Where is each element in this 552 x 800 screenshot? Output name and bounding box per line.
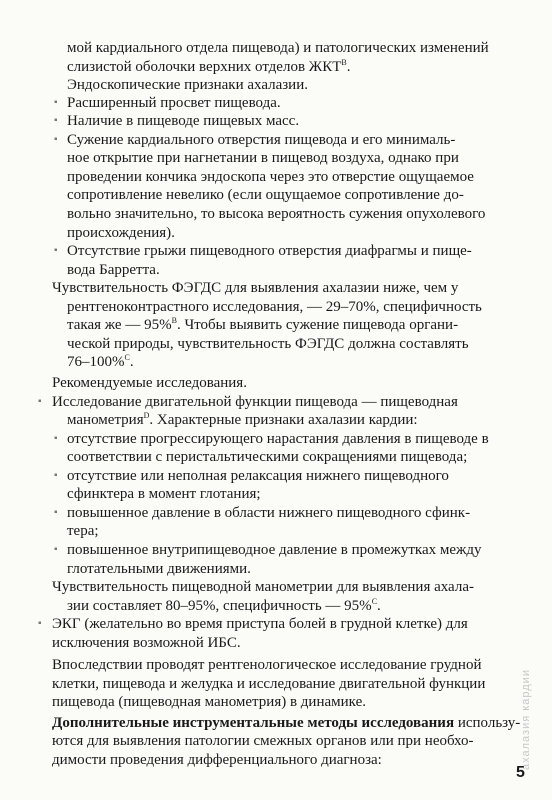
text-line: ное открытие при нагнетании в пищевод воздуха, однако при xyxy=(67,150,459,167)
bullet-icon: ▪ xyxy=(54,115,58,127)
text-line: Чувствительность ФЭГДС для выявления ахалазии ниже, чем у xyxy=(52,280,459,297)
text-line: Эндоскопические признаки ахалазии. xyxy=(67,77,308,94)
text-line: отсутствие прогрессирующего нарастания давления в пищеводе в xyxy=(67,430,489,447)
text-line: пищевода (пищеводная манометрия) в динамике. xyxy=(52,694,366,711)
text-line: зии составляет 80–95%, специфичность — 95%$^C$. xyxy=(67,596,381,614)
text-line: проведении кончика эндоскопа через это отверстие ощущаемое xyxy=(67,168,474,185)
bullet-icon: ▪ xyxy=(54,506,58,518)
text-line: слизистой оболочки верхних отделов $ЖКТ^B$. xyxy=(67,57,351,75)
text-line: Сужение кардиального отверстия пищевода и его минималь- xyxy=(67,131,456,148)
text-line: мой кардиального отдела пищевода) и патологических изменений xyxy=(67,40,489,56)
text-line: повышенное давление в области нижнего пищеводного сфинк- xyxy=(67,504,471,521)
bullet-icon: ▪ xyxy=(54,245,58,257)
bullet-icon: ▪ xyxy=(54,96,58,108)
text-line: клетки, пищевода и желудка и исследование двигательной функции xyxy=(52,675,486,692)
text-line: сопротивление невелико (если ощущаемое сопротивление до- xyxy=(67,187,464,204)
text-line: Рекомендуемые исследования. xyxy=(52,375,247,391)
text-line: Наличие в пищеводе пищевых масс. xyxy=(67,113,300,130)
text-line: Отсутствие грыжи пищеводного отверстия диафрагмы и пище- xyxy=(67,243,472,260)
text-line: 76–100%$^C$. xyxy=(67,353,134,371)
page-number: 5 xyxy=(516,764,525,781)
text-line: отсутствие или неполная релаксация нижнего пищеводного xyxy=(67,467,449,484)
bullet-icon: ▪ xyxy=(54,543,58,555)
text-line: исключения возможной ИБС. xyxy=(52,634,241,651)
text-line: вольно значительно, то высока вероятность сужения опухолевого xyxy=(67,206,486,223)
bullet-icon: ▪ xyxy=(38,618,42,630)
text-line: сфинктера в момент глотания; xyxy=(67,486,261,503)
text-line: димости проведения дифференциального диагноза: xyxy=(52,752,382,768)
text-line: Дополнительные инструментальные методы исследования использу- xyxy=(52,714,521,731)
text-line: Расширенный просвет пищевода. xyxy=(67,94,281,111)
text-line: ются для выявления патологии смежных органов или при необхо- xyxy=(52,733,474,750)
text-line: происхождения). xyxy=(67,224,175,241)
text-line: Чувствительность пищеводной манометрии для выявления ахала- xyxy=(52,579,474,596)
text-line: соответствии с перистальтическими сокращениями пищевода; xyxy=(67,449,468,466)
text-line: рентгеноконтрастного исследования, — 29–70%, специфичность xyxy=(67,298,482,315)
bullet-icon: ▪ xyxy=(54,432,58,444)
text-line: ЭКГ (желательно во время приступа болей в грудной клетке) для xyxy=(52,616,468,633)
text-line: повышенное внутрипищеводное давление в промежутках между xyxy=(67,542,482,558)
text-line: глотательными движениями. xyxy=(67,560,251,577)
text-line: Исследование двигательной функции пищевода — пищеводная xyxy=(52,393,458,410)
text-line: манометрия$^D$. Характерные признаки ахалазии кардии: xyxy=(67,411,418,429)
text-line: ческой природы, чувствительность ФЭГДС должна составлять xyxy=(67,335,469,352)
text-line: такая же — 95%$^B$. Чтобы выявить сужение пищевода органи- xyxy=(67,316,459,334)
bullet-icon: ▪ xyxy=(38,395,42,407)
text-line: Впоследствии проводят рентгенологическое исследование грудной xyxy=(52,657,482,674)
side-running-title: ахалазия кардии xyxy=(520,669,532,770)
bullet-icon: ▪ xyxy=(54,133,58,145)
text-line: вода Барретта. xyxy=(67,261,160,278)
text-line: тера; xyxy=(67,523,99,540)
bullet-icon: ▪ xyxy=(54,469,58,481)
